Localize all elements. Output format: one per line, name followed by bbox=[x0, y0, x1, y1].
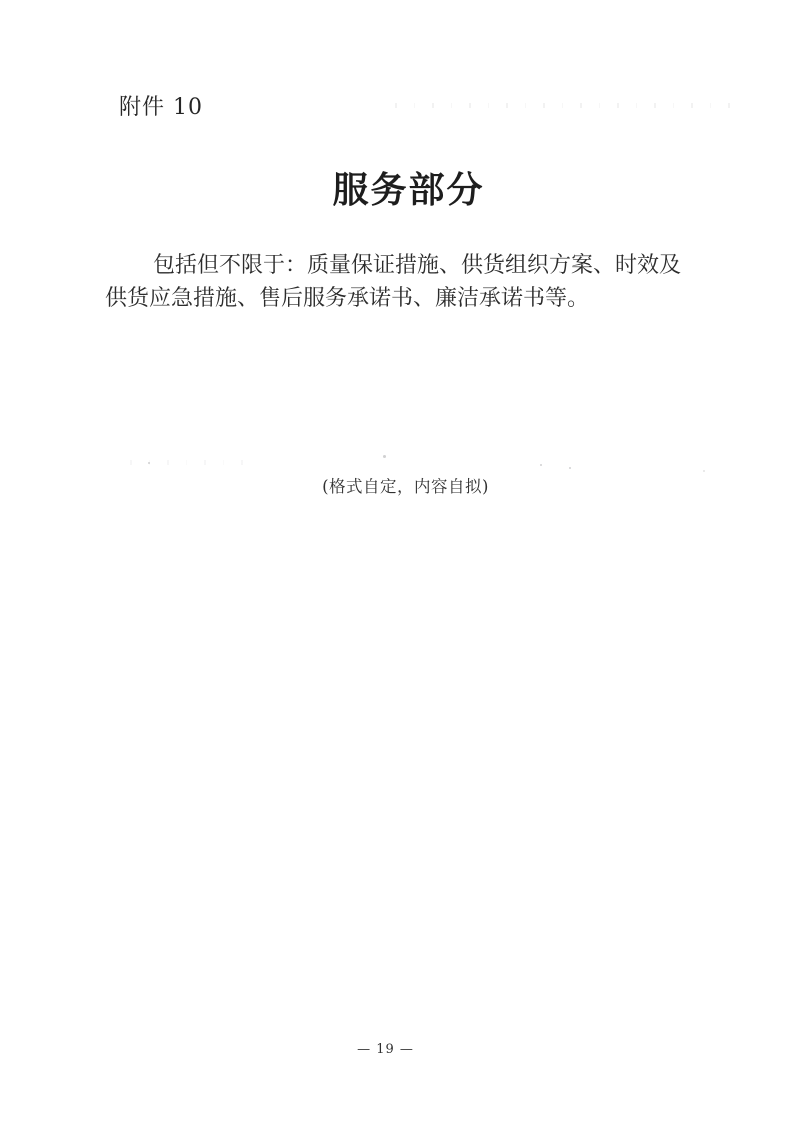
document-title: 服务部分 bbox=[332, 169, 485, 211]
body-line-1: 包括但不限于：质量保证措施、供货组织方案、时效及 bbox=[153, 253, 682, 278]
attachment-label: 附件 10 bbox=[119, 95, 203, 120]
format-note: (格式自定，内容自拟) bbox=[322, 477, 489, 496]
scan-artifact bbox=[395, 103, 740, 108]
page-number: — 19 — bbox=[357, 1042, 414, 1057]
scan-artifact bbox=[703, 470, 705, 472]
scan-artifact bbox=[540, 464, 542, 466]
scan-artifact bbox=[148, 462, 150, 464]
scan-artifact bbox=[130, 460, 250, 465]
scan-artifact bbox=[383, 455, 386, 458]
body-paragraph bbox=[105, 249, 700, 315]
body-line-2: 供货应急措施、售后服务承诺书、廉洁承诺书等。 bbox=[105, 286, 590, 311]
scan-artifact bbox=[569, 467, 571, 469]
